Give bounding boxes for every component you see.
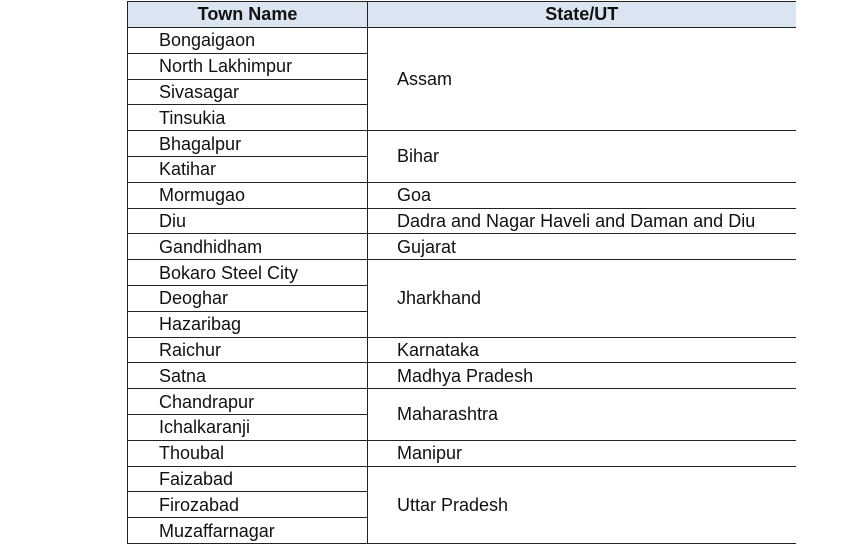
town-name-cell: Firozabad (128, 492, 368, 518)
town-name-cell: Bongaigaon (128, 28, 368, 54)
town-name-cell: Bhagalpur (128, 131, 368, 157)
table-row (128, 182, 796, 208)
town-name-cell: Sivasagar (128, 79, 368, 105)
table-body (128, 28, 796, 544)
town-name-cell: Diu (128, 208, 368, 234)
town-name-cell: Raichur (128, 337, 368, 363)
table-row (128, 440, 796, 466)
table-row (128, 208, 796, 234)
town-name-cell: Mormugao (128, 182, 368, 208)
town-name-cell: Ichalkaranji (128, 414, 368, 440)
table-row (128, 389, 796, 415)
table-row (128, 234, 796, 260)
town-name-cell: Muzaffarnagar (128, 518, 368, 544)
town-name-cell: Satna (128, 363, 368, 389)
state-ut-cell: Bihar (368, 131, 796, 183)
state-ut-cell: Maharashtra (368, 389, 796, 441)
state-ut-cell: Goa (368, 182, 796, 208)
table-row (128, 260, 796, 286)
table-row (128, 363, 796, 389)
town-name-cell: Gandhidham (128, 234, 368, 260)
table-row (128, 131, 796, 157)
state-ut-cell: Gujarat (368, 234, 796, 260)
town-name-cell: Katihar (128, 156, 368, 182)
town-name-cell: Faizabad (128, 466, 368, 492)
town-name-cell: Hazaribag (128, 311, 368, 337)
state-ut-cell: Karnataka (368, 337, 796, 363)
town-name-cell: Chandrapur (128, 389, 368, 415)
state-ut-cell: Dadra and Nagar Haveli and Daman and Diu (368, 208, 796, 234)
state-ut-cell: Uttar Pradesh (368, 466, 796, 543)
town-name-cell: Deoghar (128, 285, 368, 311)
town-name-cell: Tinsukia (128, 105, 368, 131)
state-ut-cell: Madhya Pradesh (368, 363, 796, 389)
state-ut-cell: Assam (368, 28, 796, 131)
state-ut-cell: Jharkhand (368, 260, 796, 337)
town-name-cell: Bokaro Steel City (128, 260, 368, 286)
table-row (128, 466, 796, 492)
table-row (128, 28, 796, 54)
town-name-cell: Thoubal (128, 440, 368, 466)
town-state-table (127, 1, 796, 544)
state-ut-header: State/UT (368, 2, 796, 28)
town-name-cell: North Lakhimpur (128, 53, 368, 79)
table-row (128, 337, 796, 363)
town-name-header: Town Name (128, 2, 368, 28)
state-ut-cell: Manipur (368, 440, 796, 466)
header-row (128, 2, 796, 28)
